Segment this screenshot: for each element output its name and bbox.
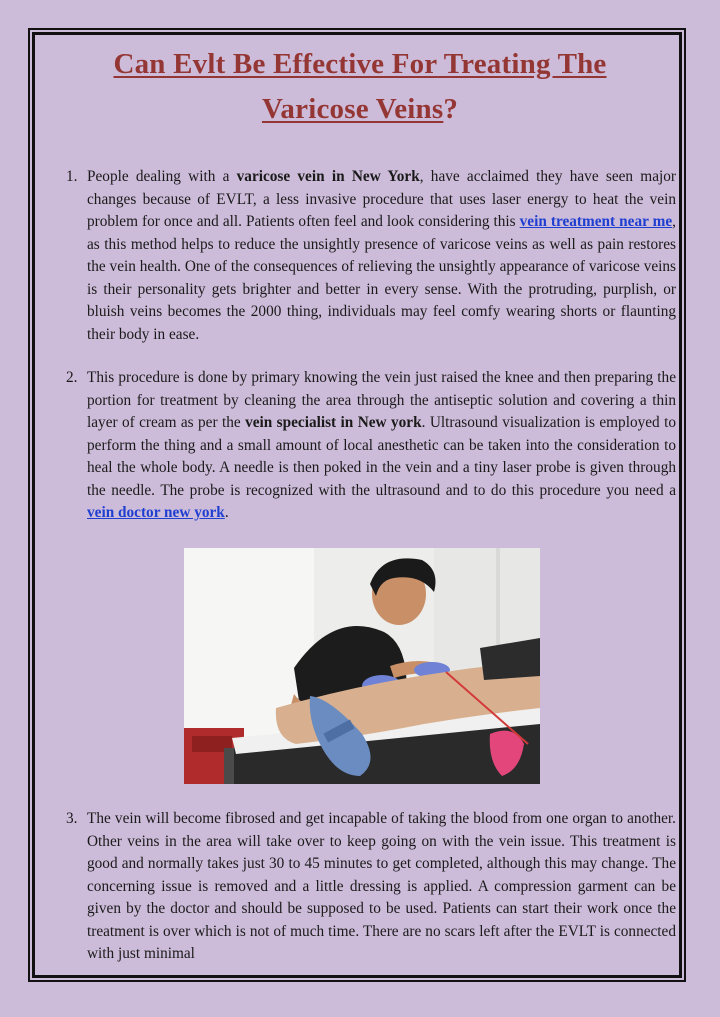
list-number: 1. (66, 168, 78, 185)
list-text (87, 166, 676, 346)
text-run: . Ultrasound visualization is employed to perform the thing and a small amount of local anesthetic can be taken into the consideration to heal the whole body. A needle is then poked in the vein and a tiny laser probe is given through the needle. The probe is recognized with the ultrasound and to do this procedure you need a (87, 414, 676, 499)
title-question-mark: ? (443, 93, 459, 125)
list-number: 3. (66, 810, 78, 827)
text-run: . (224, 504, 229, 521)
text-run: , as this method helps to reduce the unsightly presence of varicose veins as well as pain restores the vein health. One of the consequences of relieving the unsightly appearance of varicose veins is their personality gets brighter and better in every sense. With the protruding, purplish, or bluish veins becomes the 2000 thing, individuals may feel comfy wearing shorts or flaunting their body in ease. (87, 213, 676, 343)
list-item-3 (66, 808, 676, 966)
bold-keyword: varicose vein in New York (236, 168, 420, 185)
bold-keyword: vein specialist in New york (245, 414, 422, 431)
page-title (40, 42, 680, 132)
list-text (87, 808, 676, 966)
vein-treatment-near-me-link[interactable]: vein treatment near me (519, 213, 673, 230)
text-run: This procedure is done by primary knowing the vein just raised the knee and then preparing the portion for treatment by cleaning the area through the antiseptic solution and covering a thin layer of cream as per the (87, 369, 676, 431)
doctor-treating-patient-illustration (184, 548, 540, 784)
text-run: , have acclaimed they have seen major changes because of EVLT, a less invasive procedure that uses laser energy to heat the vein problem for once and all. Patients often feel and look considering this (87, 168, 676, 230)
list-item-2 (66, 367, 676, 525)
treatment-photo (184, 548, 540, 784)
text-run: The vein will become fibrosed and get incapable of taking the blood from one organ to another. Other veins in the area will take over to keep going on with the vein issue. This treatment is good and normally takes just 30 to 45 minutes to get completed, although this may change. The concerning issue is removed and a little dressing is applied. A compression garment can be given by the doctor and should be supposed to be used. Patients can start their work once the treatment is over which is not of much time. There are no scars left after the EVLT is connected with just minimal (87, 810, 676, 962)
list-number: 2. (66, 369, 78, 386)
title-line-1: Can Evlt Be Effective For Treating The (113, 48, 607, 80)
list-item-1 (66, 166, 676, 346)
list-text (87, 367, 676, 525)
title-line-2: Varicose Veins (261, 93, 444, 125)
vein-doctor-new-york-link[interactable]: vein doctor new york (87, 504, 225, 521)
text-run: People dealing with a (87, 168, 237, 185)
